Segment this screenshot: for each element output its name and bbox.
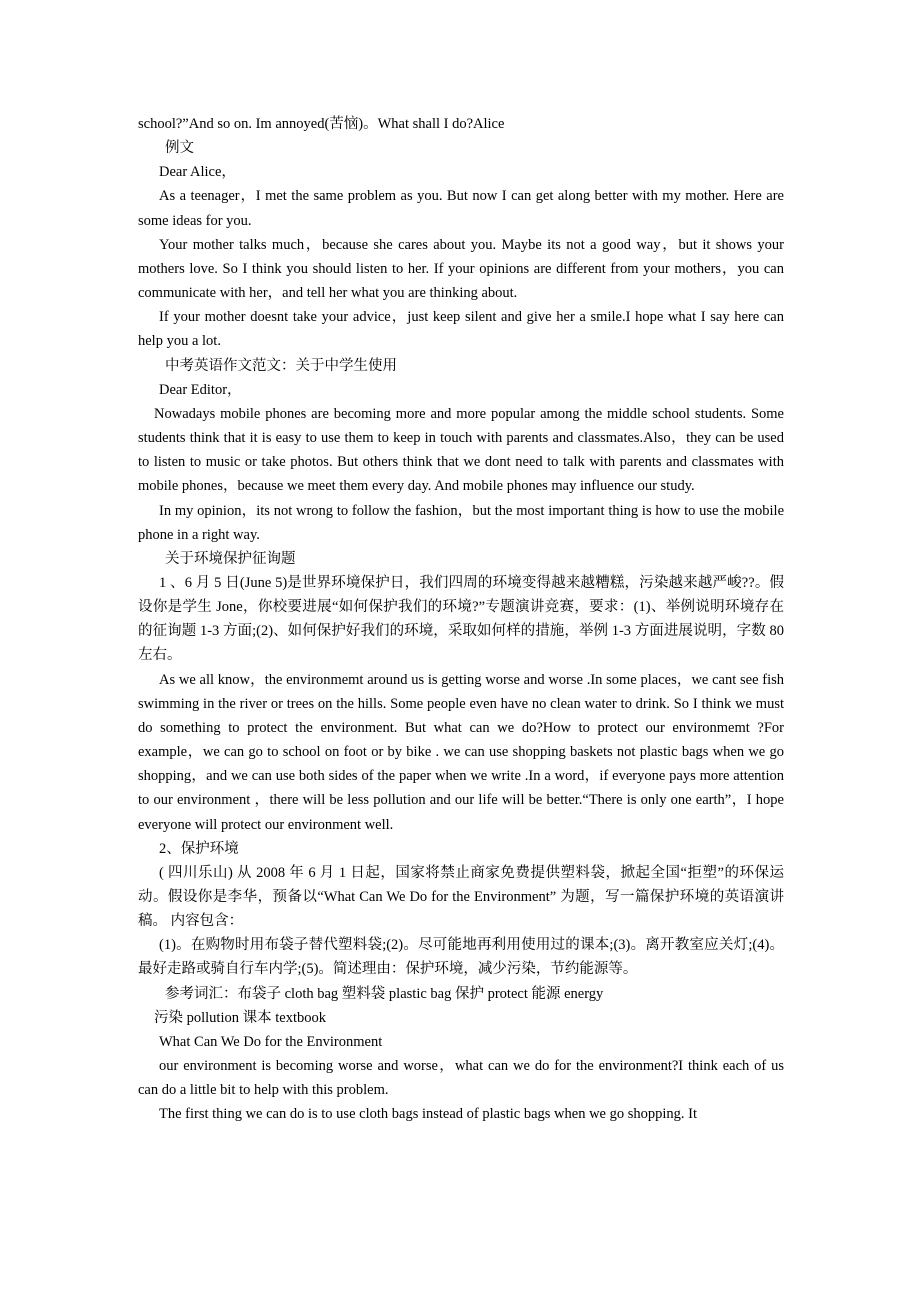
paragraph-essay-intro: our environment is becoming worse and worse，what can we do for the environment?I think each of us can do a little bit to help with this problem. (138, 1058, 784, 1099)
heading-protect-environment: 2、保护环境 (159, 840, 239, 857)
paragraph-task-1: 1 、6 月 5 日(June 5)是世界环境保护日，我们四周的环境变得越来越糟糕，污染越来越严峻??。假设你是学生 Jone，你校要进展“如何保护我们的环境?”专题演讲竞赛，要求：(1)、举例说明环境存在的征询题 1-3 方面;(2)、如何保护好我们的环境，采取如何样的措施，举例 1-3 方面进展说明，字数 80 左右。 (138, 574, 784, 664)
essay-title: What Can We Do for the Environment (159, 1033, 383, 1050)
paragraph-mobile-phones: Nowadays mobile phones are becoming more and more popular among the middle school students. Some students think that it is easy to use them to keep in touch with parents and classmates.Also，they can be used to listen to music or take photos. But others think that we dont need to talk with parents and classmates with mobile phones，because we meet them every day. And mobile phones may influence our study. (138, 405, 784, 495)
document-page (138, 112, 784, 1127)
paragraph-advice: If your mother doesnt take your advice，just keep silent and give her a smile.I hope what I say here can help you a lot. (138, 309, 784, 350)
heading-example-essay: 例文 (165, 140, 194, 157)
heading-environment-topic: 关于环境保护征询题 (165, 550, 296, 567)
paragraph-environment-essay: As we all know，the environmemt around us is getting worse and worse .In some places，we cant see fish swimming in the river or trees on the hills. Some people even have no clean water to drink. So I think we must do something to protect the environment. But what can we do?How to protect our environmemt ?For example，we can go to school on foot or by bike . we can use shopping baskets not plastic bags when we go shopping，and we can use both sides of the paper when we write .In a word，if everyone pays more attention to our environment ，there will be less pollution and our life will be better.“There is only one earth”，I hope everyone will protect our environment well. (138, 671, 784, 833)
paragraph-opinion: In my opinion，its not wrong to follow the fashion，but the most important thing is how to use the mobile phone in a right way. (138, 502, 784, 543)
paragraph-letter-closing: school?”And so on. Im annoyed(苦恼)。What shall I do?Alice (138, 116, 505, 132)
paragraph-task-2-points: (1)。在购物时用布袋子替代塑料袋;(2)。尽可能地再利用使用过的课本;(3)。离开教室应关灯;(4)。最好走路或骑自行车内学;(5)。简述理由：保护环境，减少污染，节约能源等。 (138, 937, 784, 978)
paragraph-vocabulary: 参考词汇：布袋子 cloth bag 塑料袋 plastic bag 保护 protect 能源 energy (165, 985, 604, 1002)
paragraph-mother-talks: Your mother talks much，because she cares about you. Maybe its not a good way，but it shows your mothers love. So I think you should listen to her. If your opinions are different from your mothers，you can communicate with her，and tell her what you are thinking about. (138, 236, 784, 302)
heading-mobile-phone-essay: 中考英语作文范文：关于中学生使用 (165, 357, 397, 374)
paragraph-task-2: ( 四川乐山) 从 2008 年 6 月 1 日起，国家将禁止商家免费提供塑料袋，掀起全国“拒塑”的环保运动。假设你是李华，预备以“What Can We Do for the Environment” 为题，写一篇保护环境的英语演讲稿。 内容包含： (138, 864, 784, 930)
salutation-dear-editor: Dear Editor， (159, 381, 242, 398)
paragraph-vocabulary-cont: 污染 pollution 课本 textbook (154, 1009, 326, 1026)
paragraph-essay-first-thing: The first thing we can do is to use cloth bags instead of plastic bags when we go shopping. It (159, 1106, 698, 1123)
paragraph-teenager: As a teenager，I met the same problem as you. But now I can get along better with my mother. Here are some ideas for you. (138, 188, 784, 229)
salutation-dear-alice: Dear Alice， (159, 164, 236, 181)
